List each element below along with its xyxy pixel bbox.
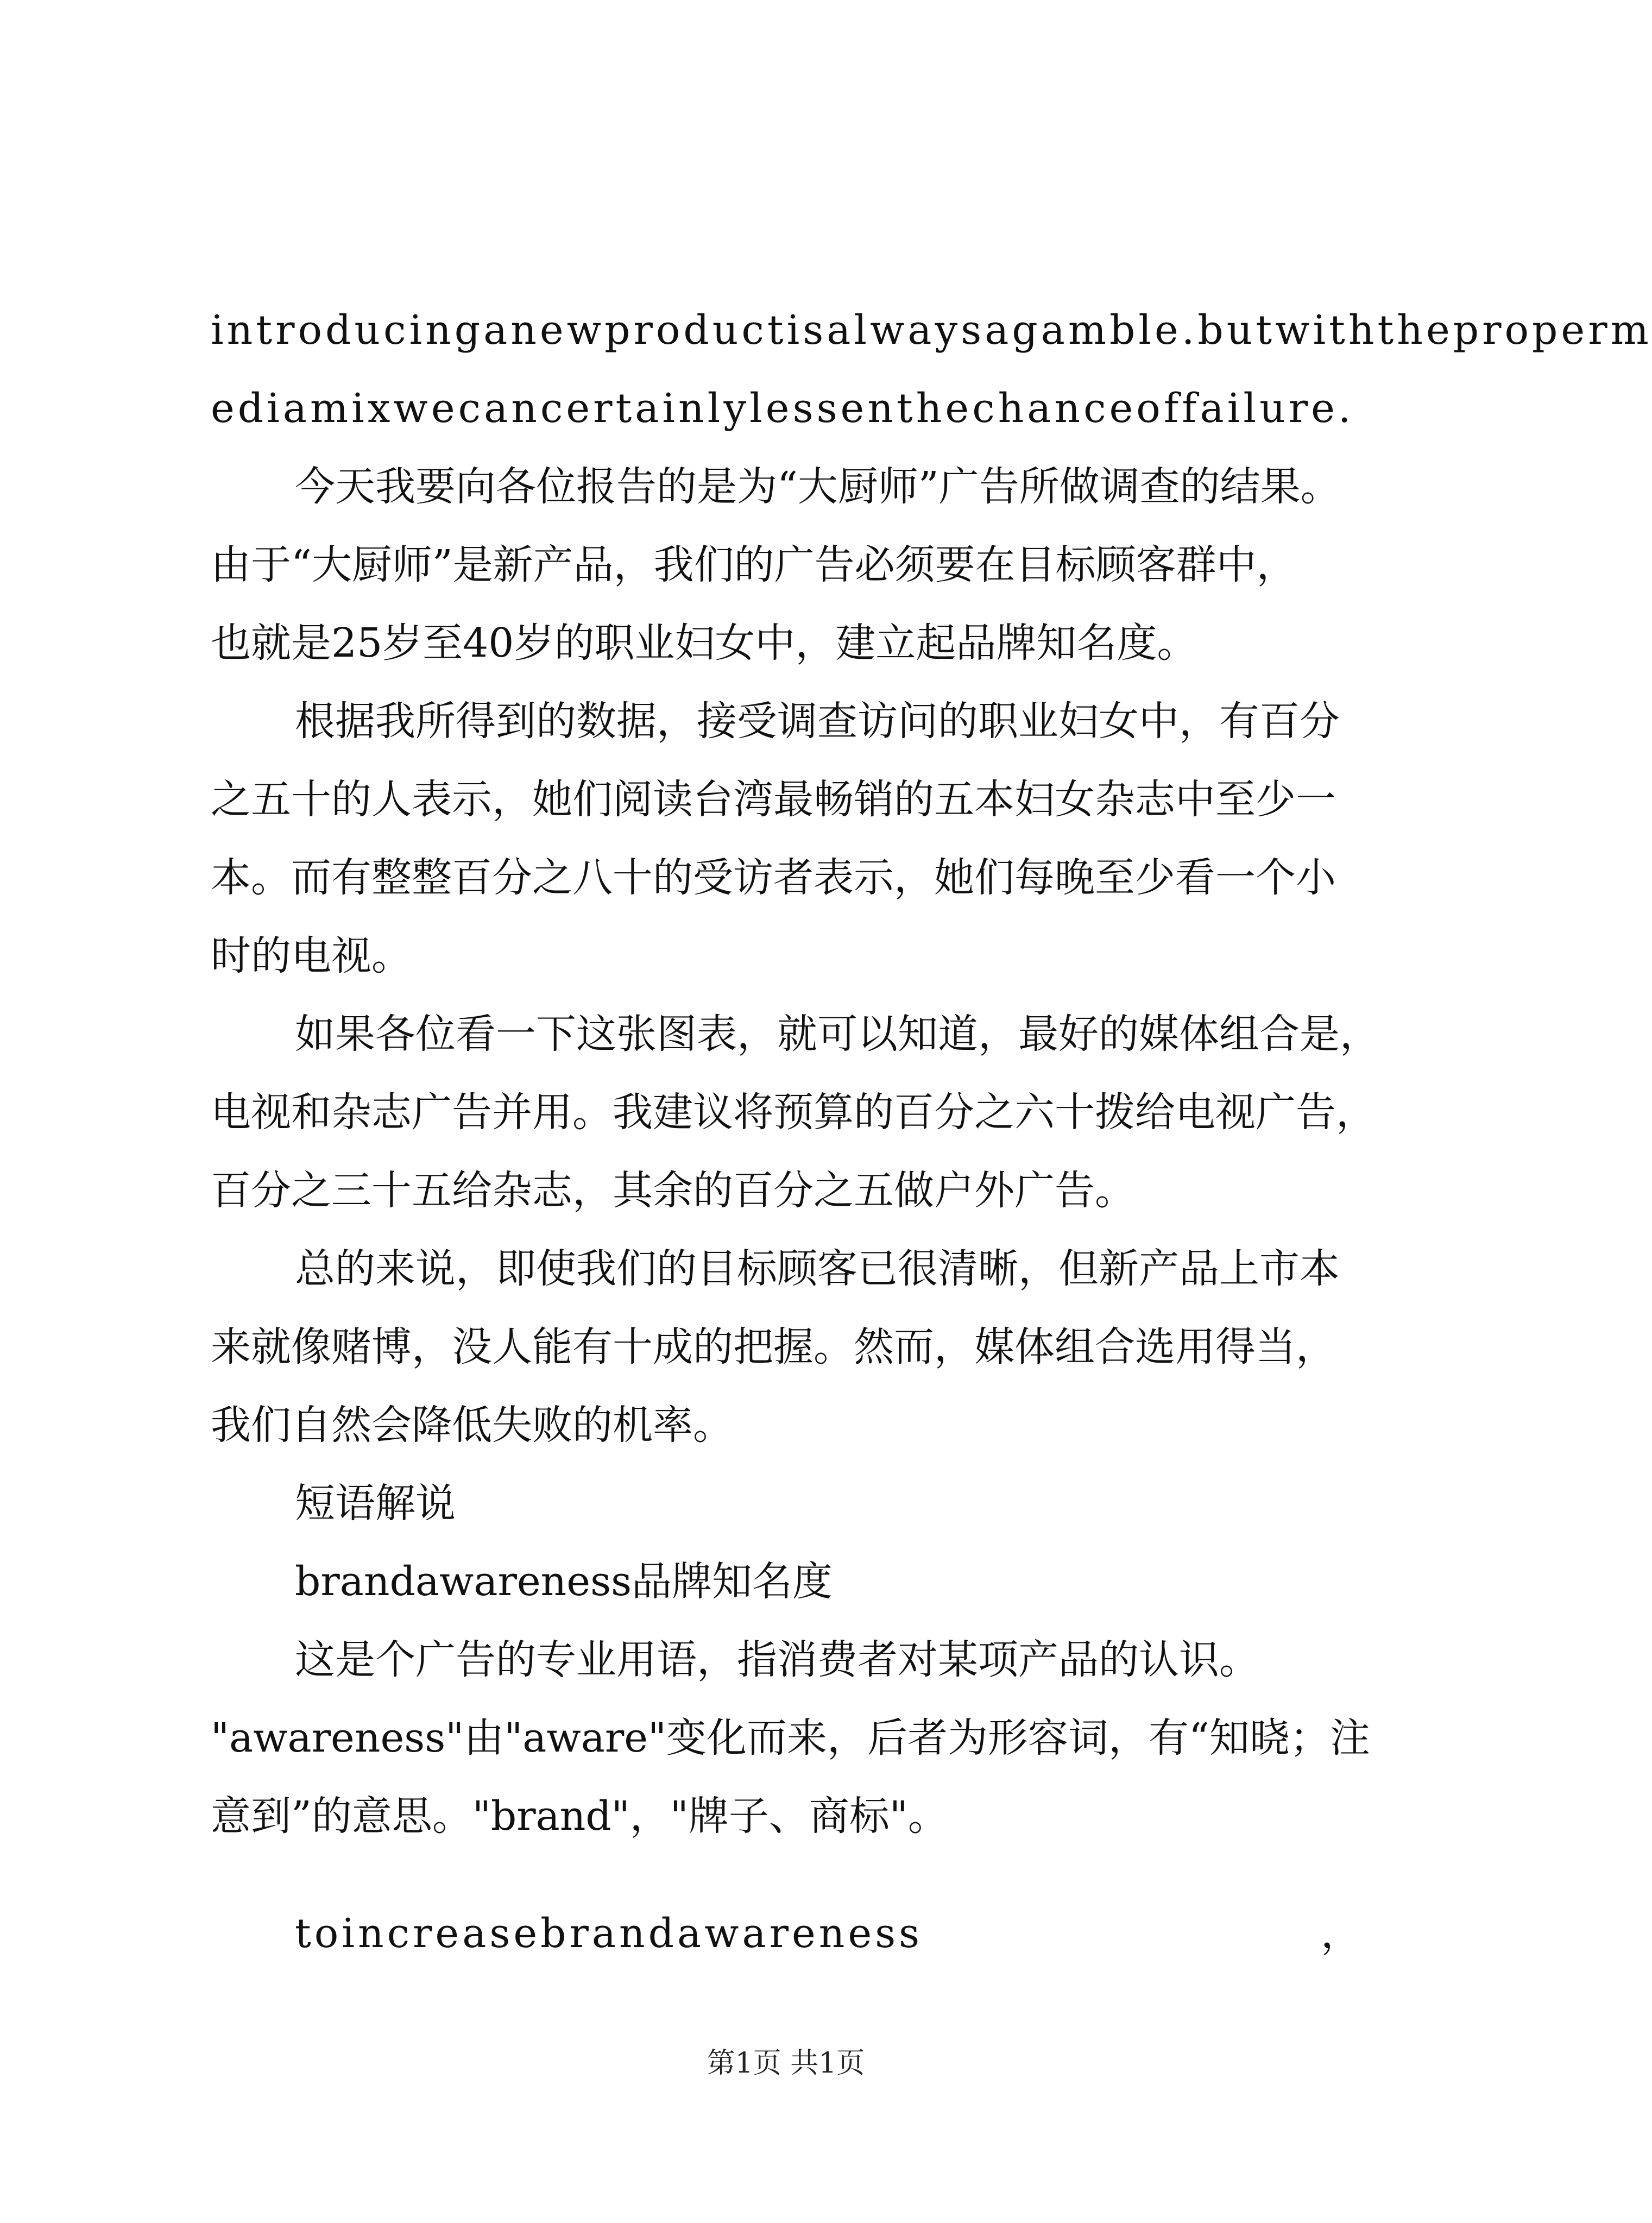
explanation-paragraph-line-2: "awareness"由"aware"变化而来，后者为形容词，有“知晓；注 — [211, 1715, 1370, 1761]
trailing-comma: ， — [1321, 1910, 1361, 1957]
term-line: brandawareness品牌知名度 — [295, 1558, 833, 1605]
report-paragraph-line-1: 今天我要向各位报告的是为“大厨师”广告所做调查的结果。 — [295, 463, 1341, 510]
english-paragraph-line-2: ediamixwecancertainlylessenthechanceoffailure. — [211, 385, 1354, 432]
summary-paragraph-line-2: 来就像赌博，没人能有十成的把握。然而，媒体组合选用得当， — [211, 1324, 1336, 1370]
english-paragraph-line-1: introducinganewproductisalwaysagamble.butwiththeproperm — [211, 307, 1652, 354]
page-footer: 第1页 共1页 — [707, 2047, 865, 2080]
chart-paragraph-line-2: 电视和杂志广告并用。我建议将预算的百分之六十拨给电视广告， — [211, 1089, 1376, 1136]
report-paragraph-line-2: 由于“大厨师”是新产品，我们的广告必须要在目标顾客群中， — [211, 541, 1297, 588]
explanation-paragraph-line-3: 意到”的意思。"brand"，"牌子、商标"。 — [211, 1793, 948, 1840]
summary-paragraph-line-3: 我们自然会降低失败的机率。 — [211, 1402, 733, 1449]
data-paragraph-line-2: 之五十的人表示，她们阅读台湾最畅销的五本妇女杂志中至少一 — [211, 776, 1336, 823]
data-paragraph-line-1: 根据我所得到的数据，接受调查访问的职业妇女中，有百分 — [295, 698, 1340, 745]
data-paragraph-line-3: 本。而有整整百分之八十的受访者表示，她们每晚至少看一个小 — [211, 854, 1336, 901]
chart-paragraph-line-3: 百分之三十五给杂志，其余的百分之五做户外广告。 — [211, 1167, 1135, 1214]
explanation-paragraph-line-1: 这是个广告的专业用语，指消费者对某项产品的认识。 — [295, 1636, 1259, 1683]
example-phrase-line: toincreasebrandawareness — [295, 1910, 923, 1957]
summary-paragraph-line-1: 总的来说，即使我们的目标顾客已很清晰，但新产品上市本 — [295, 1245, 1340, 1292]
section-heading: 短语解说 — [295, 1480, 456, 1527]
data-paragraph-line-4: 时的电视。 — [211, 933, 412, 979]
report-paragraph-line-3: 也就是25岁至40岁的职业妇女中，建立起品牌知名度。 — [211, 620, 1197, 666]
chart-paragraph-line-1: 如果各位看一下这张图表，就可以知道，最好的媒体组合是， — [295, 1011, 1380, 1057]
